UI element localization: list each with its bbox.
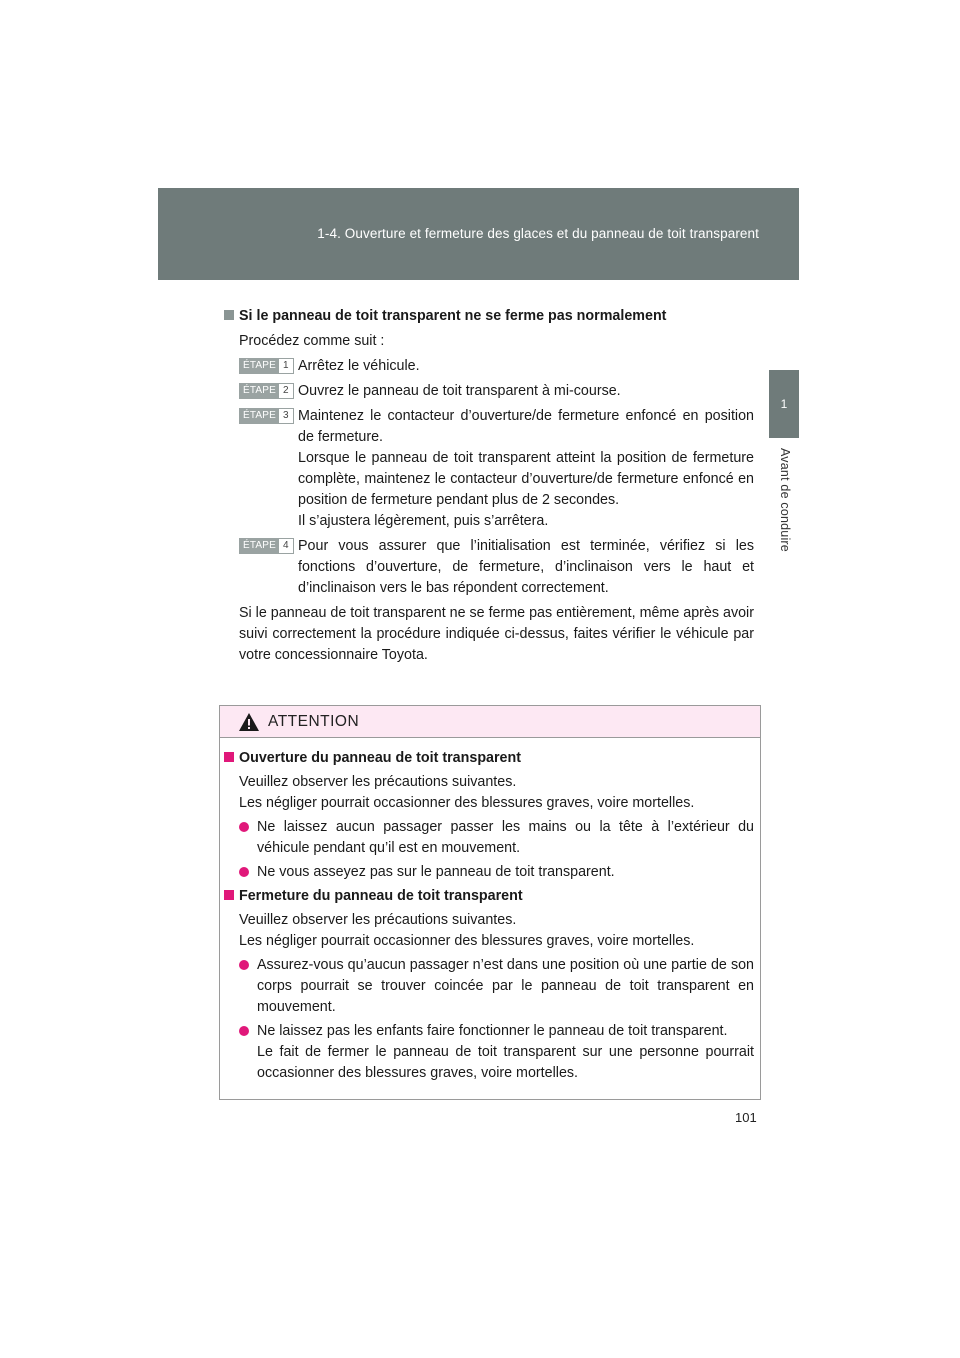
chapter-tab	[769, 370, 799, 438]
step-badge-icon: ÉTAPE 2	[239, 383, 294, 399]
step-2	[224, 381, 754, 402]
attention-box	[219, 705, 761, 1100]
header-band	[158, 188, 799, 280]
step-text: Maintenez le contacteur d’ouverture/de fermeture enfoncé en position de fermeture.	[298, 408, 754, 445]
step-badge-icon: ÉTAPE 1	[239, 358, 294, 374]
chapter-number: 1	[780, 397, 788, 411]
attention-bullet: Assurez-vous qu’aucun passager n’est dans une position où une partie de son corps pourrait se trouver coincée par le panneau de toit transparent en mouvement.	[224, 955, 754, 1018]
step-badge-icon: ÉTAPE 4	[239, 538, 294, 554]
attention-title: ATTENTION	[268, 712, 360, 730]
bullet-dot-icon	[239, 822, 249, 832]
warning-triangle-icon	[238, 712, 260, 732]
attention-text: Les négliger pourrait occasionner des blessures graves, voire mortelles.	[239, 933, 695, 949]
step-badge-icon: ÉTAPE 3	[239, 408, 294, 424]
square-bullet-icon	[224, 310, 234, 320]
bullet-dot-icon	[239, 1026, 249, 1036]
bullet-dot-icon	[239, 960, 249, 970]
attention-body	[220, 738, 760, 1084]
step-text: Arrêtez le véhicule.	[298, 358, 420, 374]
attention-bullet: Ne vous asseyez pas sur le panneau de toit transparent.	[224, 862, 754, 883]
page-number: 101	[735, 1110, 757, 1125]
attention-bullet: Ne laissez aucun passager passer les mains ou la tête à l’extérieur du véhicule pendant qu’il est en mouvement.	[224, 817, 754, 859]
step-text: Lorsque le panneau de toit transparent atteint la position de fermeture complète, maintenez le contacteur d’ouverture/de fermeture enfoncé en position de fermeture pendant plus de 2 secondes.	[298, 450, 754, 508]
attention-text: Veuillez observer les précautions suivantes.	[239, 774, 517, 790]
attention-bullet-continuation: Le fait de fermer le panneau de toit transparent sur une personne pourrait occasionner des blessures graves, voire mortelles.	[257, 1044, 754, 1081]
step-3	[224, 406, 754, 532]
step-1	[224, 356, 754, 377]
attention-heading: Fermeture du panneau de toit transparent	[224, 886, 754, 907]
step-4	[224, 536, 754, 599]
attention-heading: Ouverture du panneau de toit transparent	[224, 748, 754, 769]
attention-text: Veuillez observer les précautions suivantes.	[239, 912, 517, 928]
square-bullet-icon	[224, 752, 234, 762]
step-text: Ouvrez le panneau de toit transparent à mi-course.	[298, 383, 621, 399]
square-bullet-icon	[224, 890, 234, 900]
main-content	[224, 306, 754, 666]
attention-header	[220, 706, 760, 738]
attention-bullet: Ne laissez pas les enfants faire fonctionner le panneau de toit transparent. Le fait de fermer le panneau de toit transparent sur une personne pourrait occasionner des blessures graves, voire mortelles.	[224, 1021, 754, 1084]
chapter-label: Avant de conduire	[778, 448, 792, 552]
step-text: Pour vous assurer que l’initialisation est terminée, vérifiez si les fonctions d’ouverture, de fermeture, d’inclinaison vers le haut et d’inclinaison vers le bas répondent correctement.	[298, 538, 754, 596]
intro-text: Procédez comme suit :	[239, 333, 385, 349]
attention-text: Les négliger pourrait occasionner des blessures graves, voire mortelles.	[239, 795, 695, 811]
closing-text: Si le panneau de toit transparent ne se ferme pas entièrement, même après avoir suivi correctement la procédure indiquée ci-dessus, faites vérifier le véhicule par votre concessionnaire Toyota.	[239, 605, 754, 663]
section-heading: Si le panneau de toit transparent ne se ferme pas normalement	[224, 306, 754, 327]
section-title: 1-4. Ouverture et fermeture des glaces et du panneau de toit transparent	[317, 226, 759, 241]
step-text: Il s’ajustera légèrement, puis s’arrêtera.	[298, 513, 549, 529]
bullet-dot-icon	[239, 867, 249, 877]
